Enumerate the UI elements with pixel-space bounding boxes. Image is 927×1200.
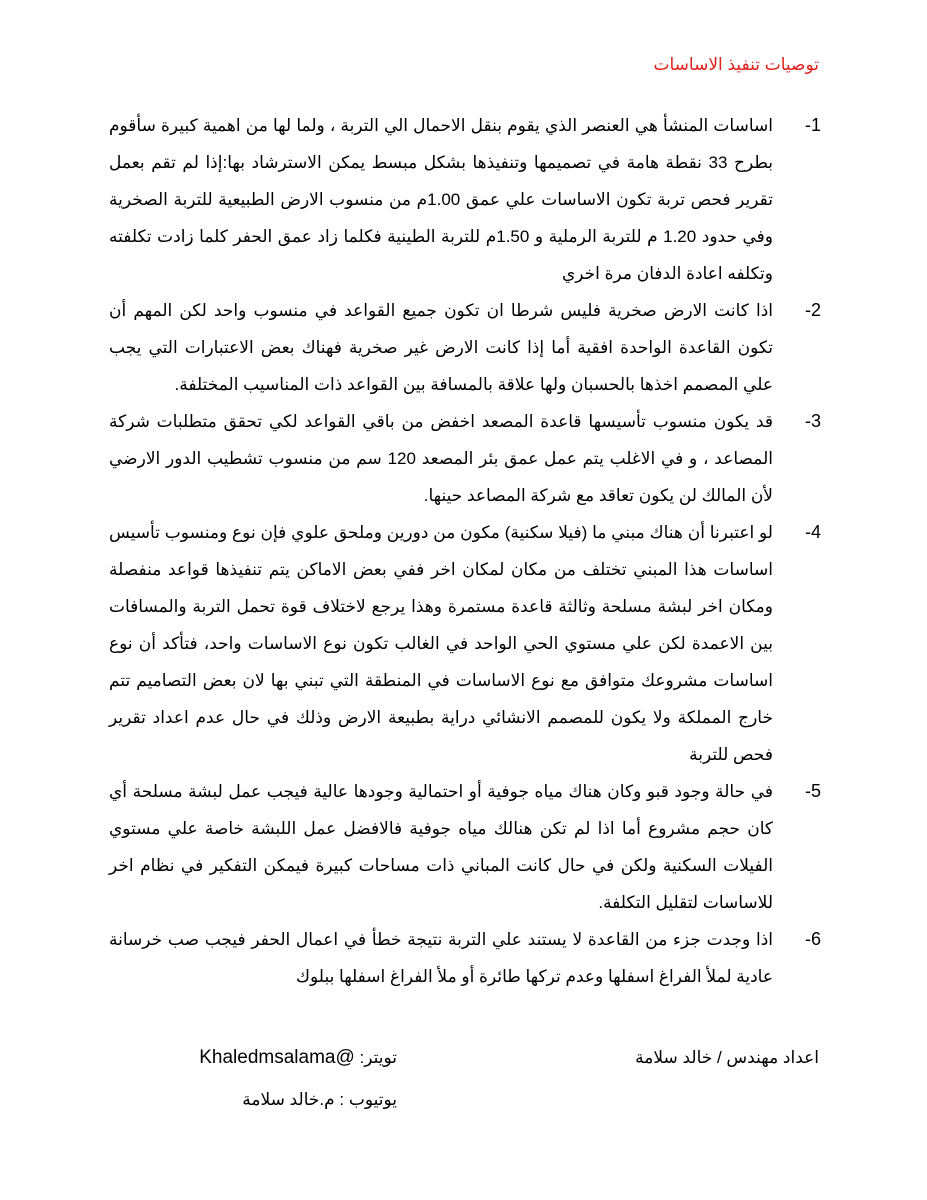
item-number: -6 bbox=[804, 929, 821, 949]
list-item bbox=[109, 921, 821, 995]
item-text: اذا وجدت جزء من القاعدة لا يستند علي التربة نتيجة خطأ في اعمال الحفر فيجب صب خرسانة عادية لملأ الفراغ اسفلها وعدم تركها طائرة أو ملأ الفراغ اسفلها ببلوك bbox=[109, 930, 773, 986]
author-credit: اعداد مهندس / خالد سلامة bbox=[635, 1048, 819, 1067]
list-item bbox=[109, 403, 821, 514]
item-number: -3 bbox=[804, 411, 821, 431]
list-item bbox=[109, 107, 821, 292]
item-number: -2 bbox=[804, 300, 821, 320]
item-number: -1 bbox=[804, 115, 821, 135]
twitter-label: تويتر: bbox=[359, 1048, 397, 1067]
item-number: -4 bbox=[804, 522, 821, 542]
item-text: في حالة وجود قبو وكان هناك مياه جوفية أو احتمالية وجودها عالية فيجب عمل لبشة مسلحة أي كان حجم مشروع أما اذا لم تكن هنالك مياه جوفية فالافضل عمل اللبشة خاصة علي مستوي الفيلات السكنية ولكن في حال كانت المباني ذات مساحات كبيرة فيمكن التفكير في نظام اخر للاساسات لتقليل التكلفة. bbox=[109, 782, 773, 912]
item-text: لو اعتبرنا أن هناك مبني ما (فيلا سكنية) مكون من دورين وملحق علوي فإن نوع ومنسوب تأسيس اساسات هذا المبني تختلف من مكان لمكان اخر ففي بعض الاماكن يتم تنفيذها قواعد منفصلة ومكان اخر لبشة مسلحة وثالثة قاعدة مستمرة وهذا يرجع لاختلاف قوة تحمل التربة والمسافات بين الاعمدة لكن علي مستوي الحي الواحد في الغالب تكون نوع الاساسات واحد، فتأكد أن نوع اساسات مشروعك متوافق مع نوع الاساسات في المنطقة التي تبني بها لان بعض التصاميم تتم خارج المملكة ولا يكون للمصمم الانشائي دراية بطبيعة الارض وذلك في حال عدم اعداد تقرير فحص للتربة bbox=[109, 523, 773, 764]
list-item bbox=[109, 773, 821, 921]
list-item bbox=[109, 292, 821, 403]
item-text: اذا كانت الارض صخرية فليس شرطا ان تكون جميع القواعد في منسوب واحد لكن المهم أن تكون القاعدة الواحدة افقية أما إذا كانت الارض غير صخرية فهناك بعض الاعتبارات التي يجب علي المصمم اخذها بالحسبان ولها علاقة بالمسافة بين القواعد ذات المناسيب المختلفة. bbox=[109, 301, 773, 394]
youtube-line: يوتيوب : م.خالد سلامة bbox=[242, 1090, 397, 1109]
item-number: -5 bbox=[804, 781, 821, 801]
document-title: توصيات تنفيذ الاساسات bbox=[653, 55, 819, 74]
item-text: اساسات المنشأ هي العنصر الذي يقوم بنقل الاحمال الي التربة ، ولما لها من اهمية كبيرة سأقوم بطرح 33 نقطة هامة في تصميمها وتنفيذها بشكل مبسط يمكن الاسترشاد بها:إذا لم تقم بعمل تقرير فحص تربة تكون الاساسات علي عمق 1.00م من منسوب الارض الطبيعية للتربة الصخرية وفي حدود 1.20 م للتربة الرملية و 1.50م للتربة الطينية فكلما زاد عمق الحفر كلما زادت تكلفته وتكلفه اعادة الدفان مرة اخري bbox=[109, 116, 773, 283]
twitter-line bbox=[199, 1045, 397, 1071]
list-item bbox=[109, 514, 821, 773]
twitter-handle: @Khaledmsalama bbox=[199, 1047, 355, 1068]
recommendations-list bbox=[109, 107, 821, 995]
item-text: قد يكون منسوب تأسيسها قاعدة المصعد اخفض من باقي القواعد لكي تحقق متطلبات شركة المصاعد ، و في الاغلب يتم عمل عمق بئر المصعد 120 سم من منسوب تشطيب الدور الارضي لأن المالك لن يكون تعاقد مع شركة المصاعد حينها. bbox=[109, 412, 773, 505]
